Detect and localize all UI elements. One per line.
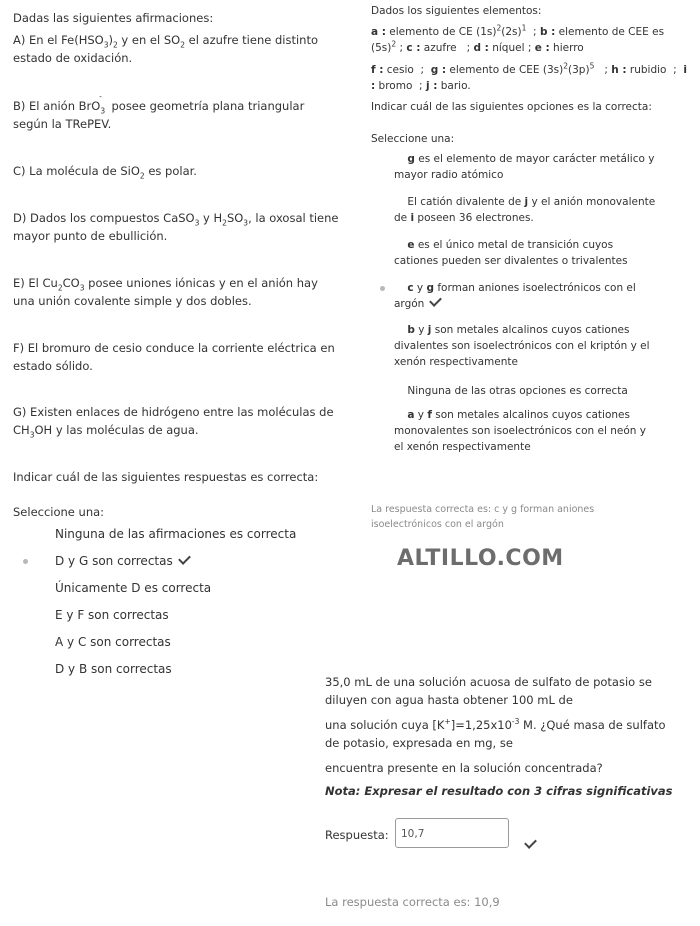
problem-text-2: una solución cuya $[K^+]=1,25x10^{-3}$ M. ¿Qué masa de sulfato de potasio, expresada en mg, se xyxy=(325,717,666,750)
radio-selected[interactable] xyxy=(23,559,28,564)
left-option-6[interactable]: D y B son correctas xyxy=(55,662,172,676)
statement-c: C) La molécula de SiO$_2$ es polar. xyxy=(13,164,197,181)
answer-input[interactable]: 10,7 xyxy=(395,818,509,848)
right-question: Indicar cuál de las siguientes opciones es la correcta: xyxy=(371,101,652,113)
statement-a: A) En el $Fe(HSO_3)_2$ y en el $SO_2$ el azufre tiene distinto estado de oxidación. xyxy=(13,33,318,65)
left-option-4[interactable]: E y F son correctas xyxy=(55,608,169,622)
right-option-6[interactable]: Ninguna de las otras opciones es correcta xyxy=(407,385,628,397)
watermark-logo: ALTILLO.COM xyxy=(397,546,564,571)
statement-f: F) El bromuro de cesio conduce la corriente eléctrica en estado sólido. xyxy=(13,341,335,373)
right-select-label: Seleccione una: xyxy=(371,133,455,145)
answer-label: Respuesta: xyxy=(325,828,389,842)
radio-selected-right[interactable] xyxy=(380,286,385,291)
left-intro: Dadas las siguientes afirmaciones: xyxy=(13,11,214,25)
problem-text: 35,0 mL de una solución acuosa de sulfato de potasio se diluyen con agua hasta obtener 100 mL de xyxy=(325,675,652,707)
elements-line-3: f : cesio ; g : elemento de CEE $(3s)^2(3p)^5$ ; h : rubidio ; i xyxy=(371,61,687,76)
right-option-4[interactable]: c y g forman aniones isoelectrónicos con el argón xyxy=(394,282,636,310)
statement-d: D) Dados los compuestos CaSO$_3$ y $H_2SO_3$, la oxosal tiene mayor punto de ebullición. xyxy=(13,211,339,243)
left-option-2[interactable]: D y G son correctas xyxy=(55,552,190,570)
left-option-3[interactable]: Únicamente D es correcta xyxy=(55,581,212,595)
right-option-3[interactable]: e es el único metal de transición cuyos cationes pueden ser divalentes o trivalentes xyxy=(394,239,628,267)
right-option-2[interactable]: El catión divalente de j y el anión monovalente de i poseen 36 electrones. xyxy=(394,196,656,224)
right-intro: Dados los siguientes elementos: xyxy=(371,5,542,17)
left-question: Indicar cuál de las siguientes respuestas es correcta: xyxy=(13,470,319,484)
answer-feedback: La respuesta correcta es: 10,9 xyxy=(325,895,500,909)
check-icon xyxy=(178,552,191,565)
elements-line-1: a : elemento de CE $(1s)^2(2s)^1$ ; b : elemento de CEE es xyxy=(371,23,665,38)
right-option-5[interactable]: b y j son metales alcalinos cuyos cationes divalentes son isoelectrónicos con el kriptón y el xenón respectivamente xyxy=(394,324,650,368)
right-option-7[interactable]: a y f son metales alcalinos cuyos cationes monovalentes son isoelectrónicos con el neón y el xenón respectivamente xyxy=(394,409,646,453)
elements-line-2: $(5s)^2$ ; c : azufre ; d : níquel ; e : hierro xyxy=(371,39,584,54)
right-feedback: La respuesta correcta es: c y g forman aniones isoelectrónicos con el argón xyxy=(371,504,595,530)
check-icon xyxy=(429,294,442,307)
left-select-label: Seleccione una: xyxy=(13,505,105,519)
right-option-1[interactable]: g es el elemento de mayor carácter metálico y mayor radio atómico xyxy=(394,153,655,181)
left-option-5[interactable]: A y C son correctas xyxy=(55,635,171,649)
statement-b: B) El anión BrO$_3$- posee geometría plana triangular según la TRePEV. xyxy=(13,92,305,131)
left-option-1[interactable]: Ninguna de las afirmaciones es correcta xyxy=(55,527,297,541)
statement-e: E) El $Cu_2CO_3$ posee uniones iónicas y en el anión hay una unión covalente simple y dos dobles. xyxy=(13,276,318,308)
elements-line-4: : bromo ; j : bario. xyxy=(371,80,471,92)
check-icon xyxy=(524,836,537,849)
problem-note: Nota: Expresar el resultado con 3 cifras significativas xyxy=(325,784,673,798)
statement-g: G) Existen enlaces de hidrógeno entre las moléculas de $CH_3OH$ y las moléculas de agua. xyxy=(13,405,334,440)
problem-text-3: encuentra presente en la solución concentrada? xyxy=(325,761,603,775)
